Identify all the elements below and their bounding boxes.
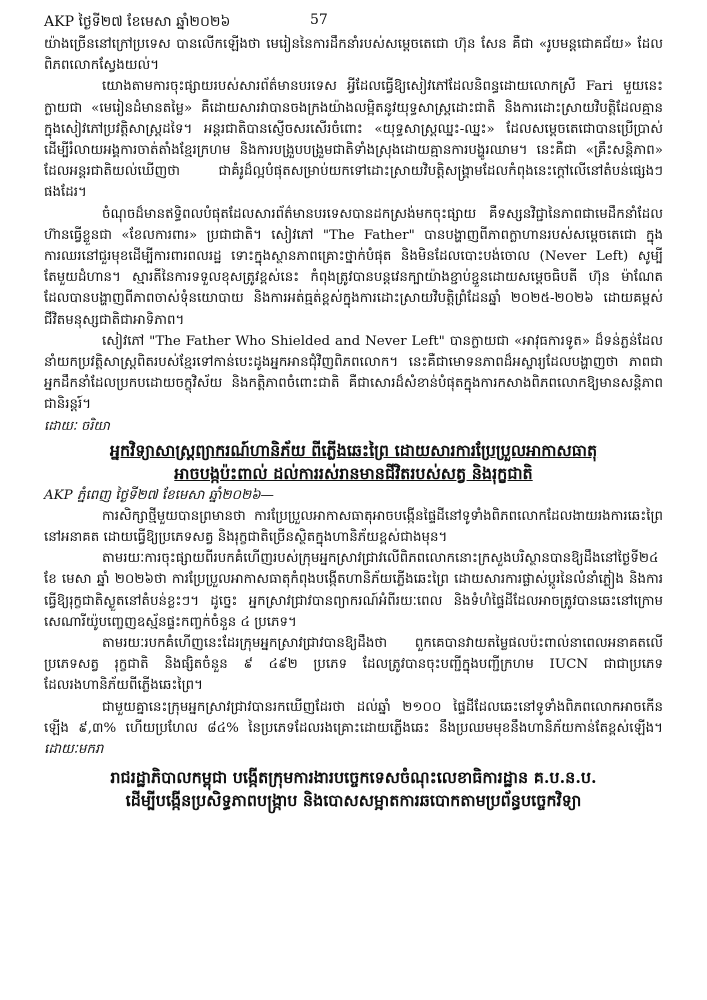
paragraph: យោងតាមការចុះផ្សាយរបស់សារព័ត៌មានបរទេស អ្វីដែលធ្វើឱ្យសៀវភៅដែលនិពន្ធដោយលោកស្រី Fari មួយនេះ ក្លាយជា «មេរៀនដំមានតម្លៃ» គឺដោយសារវាបានចងក្រងយ៉ាងលម្អិតនូវយុទ្ធសាស្ត្រដោះជាតិ និងការដោះស្រាយវិបត្តិដែលគ្មានក្នុងសៀវភៅប្រវត្តិសាស្ត្រដទៃ។ អន្តរជាតិបានស្ញើចសរសើរចំពោះ «យុទ្ធសាស្ត្រឈ្នះ-ឈ្នះ» ដែលសម្ដេចតេជោបានប្រើប្រាស់ដើម្បីរំលាយអង្គការចាត់តាំងខ្មែរក្រហម និងការបង្រួបបង្រួមជាតិទាំងស្រុងដោយគ្មានការបង្ហូរឈាម។ នេះគឺជា «គ្រឹះសន្តិភាព» ដែលអន្តរជាតិយល់ឃើញថា ជាគំរូដ៏ល្អបំផុតសម្រាប់យកទៅដោះស្រាយវិបត្តិសង្គ្រាមដែលកំពុងនេះក្ដៅលើនៅតំបន់ផ្សេងៗផងដែរ។	[44, 79, 663, 201]
paragraph: យ៉ាងច្រើននៅក្រៅប្រទេស បានលើកឡើងថា មេរៀននៃការដឹកនាំរបស់សម្ដេចតេជោ ហ៊ុន សែន គឺជា «រូបមន្តជោគជ័យ» ដែលពិភពលោកស្វែងយល់។	[44, 37, 663, 74]
paragraph: ចំណុចដ៏មានឥទ្ធិពលបំផុតដែលសារព័ត៌មានបរទេសបានដកស្រង់មកចុះផ្សាយ គឺទស្សនវិជ្ជានៃភាពជាមេដឹកនាំដែលហ៊ានធ្វើខ្លួនជា «ខែលការពារ» ប្រជាជាតិ។ សៀវភៅ "The Father" បានបង្ហាញពីភាពក្លាហានរបស់សម្ដេចតេជោ ក្នុងការឈរនៅជួរមុខដើម្បីការពារពលរដ្ឋ ទោះក្នុងស្ថានភាពគ្រោះថ្នាក់បំផុត និងមិនដែលបោះបង់ចោល (Never Left) សូម្បីតែមួយដំហាន។ ស្មារតីនៃការទទួលខុសត្រូវខ្ពស់នេះ កំពុងត្រូវបានបន្តវេនក្បាយ៉ាងខ្ជាប់ខ្ជួនដោយសម្ដេចធិបតី ហ៊ុន ម៉ាណែត ដែលបានបង្ហាញពីភាពចាស់ទុំនយោបាយ និងការអត់ធ្មត់ខ្ពស់ក្នុងការដោះស្រាយវិបត្តិព្រំដែនឆ្នាំ ២០២៥-២០២៦ ដោយគម្ពស់ជីវិតមនុស្សជាតិជាអាទិភាព។	[44, 206, 663, 328]
paragraph	[44, 697, 663, 761]
paragraph: សៀវភៅ "The Father Who Shielded and Never Left" បានក្លាយជា «អាវុធការទូត» ដ៏ទន់ភ្លន់ដែលនាំយកប្រវត្តិសាស្ត្រពិតរបស់ខ្មែរទៅកាន់បេះដូងអ្នកអានជុំវិញពិភពលោក។ នេះគឺជាមោទនភាពដ៏អស្ចារ្យដែលបង្ហាញថា ភាពជាអ្នកដឹកនាំដែលប្រកបដោយចក្ខុវិស័យ និងកត្តិភាពចំពោះជាតិ គឺជាសោរដ៏សំខាន់បំផុតក្នុងការកសាងពិភពលោកឱ្យមានសន្តិភាពជានិរន្តរ៍។	[44, 333, 663, 413]
paragraph: តាមរយៈរបកគំហើញនេះដែរក្រុមអ្នកស្រាវជ្រាវបានឱ្យដឹងថា ពួកគេបានវាយតម្លៃផលប៉ះពាល់នាពេលអនាគតលើប្រភេទសត្វ រុក្ខជាតិ និងផ្សិតចំនួន ៩ ៤៩២ ប្រភេទ ដែលត្រូវបានចុះបញ្ជីក្នុងបញ្ជីក្រហម IUCN ជាជាប្រភេទដែលរងហានិភ័យពីភ្លើងឆេះព្រៃ។	[44, 636, 663, 694]
byline: ដោយៈមករា	[44, 742, 104, 758]
headline-line-2: ដើម្បីបង្កើនប្រសិទ្ធភាពបង្ក្រាប និងបោសសម្អាតការឆបោកតាមប្រព័ន្ធបច្ចេកវិទ្យា	[125, 791, 582, 811]
headline	[44, 766, 663, 812]
paragraph: ការសិក្សាថ្មីមួយបានព្រមានថា ការប្រែប្រួលអាកាសធាតុអាចបង្កើនផ្ទៃដីនៅទូទាំងពិភពលោកដែលងាយរងការឆេះព្រៃនៅអនាគត ដោយធ្វើឱ្យប្រភេទសត្វ និងរុក្ខជាតិច្រើនស្ថិតក្នុងហានិភ័យខ្ពស់ជាងមុន។	[44, 508, 663, 546]
headline	[44, 439, 663, 485]
article-anti-fraud	[44, 766, 663, 812]
headline-line-1: រាជរដ្ឋាភិបាលកម្ពុជា បង្កើតក្រុមការងារបច្ចេកទេសចំណុះលេខាធិការដ្ឋាន គ.ប.ន.ប.	[110, 768, 597, 788]
page-header	[44, 12, 663, 34]
dateline: AKP ភ្នំពេញ ថ្ងៃទី២៧ ខែមេសា ឆ្នាំ២០២៦—	[44, 487, 274, 503]
headline-line-1: អ្នកវិទ្យាសាស្ត្រព្យាករណ៍ហានិភ័យ ពីភ្លើងឆេះព្រៃ ដោយសារការប្រែប្រួលអាកាសធាតុ	[109, 440, 598, 460]
page-number: 57	[310, 12, 328, 28]
byline: ដោយៈ ចរិយា	[44, 418, 110, 434]
article-the-father	[44, 34, 663, 437]
paragraph-text: ជាមួយគ្នានេះក្រុមអ្នកស្រាវជ្រាវបានរកឃើញដែរថា ដល់ឆ្នាំ ២១០០ ផ្ទៃដីដែលឆេះនៅទូទាំងពិភពលោកអាចកើនឡើង ៩,៣% ហើយប្រហែល ៨៤% នៃប្រភេទដែលរងគ្រោះដោយភ្លើងឆេះ នឹងប្រឈមមុខនឹងហានិភ័យកាន់តែខ្ពស់ឡើង។	[44, 699, 663, 736]
headline-line-2: អាចបង្កប៉ះពាល់ ដល់ការរស់រានមានជីវិតរបស់សត្វ និងរុក្ខជាតិ	[174, 463, 533, 483]
article-wildfire	[44, 439, 663, 761]
header-source-date: AKP ថ្ងៃទី២៧ ខែមេសា ឆ្នាំ២០២៦	[44, 14, 231, 30]
paragraph: តាមរយៈការចុះផ្សាយពីរបកគំហើញរបស់ក្រុមអ្នកស្រាវជ្រាវលើពិភពលោកនោះក្រសួងបរិស្ថានបានឱ្យដឹងនៅថ្ងៃទី២៤ ខែ មេសា ឆ្នាំ ២០២៦ថា ការប្រែប្រួលអាកាសធាតុកំពុងបង្កើតហានិភ័យភ្លើងឆេះព្រៃ ដោយសារការផ្លាស់ប្ដូរនៃលំនាំភ្លៀង និងការធ្វើឱ្យរុក្ខជាតិស្ងួតនៅតំបន់ខ្លះៗ។ ដូច្នេះ អ្នកស្រាវជ្រាវបានព្យាករណ៍អំពីរយៈពេល និងទំហំផ្ទៃដីដែលអាចត្រូវបានឆេះនៅក្រោមសេណារីយ៉ូបញ្ចេញឧស្ម័នផ្ទះកញ្ចក់ចំនួន ៤ ប្រភេទ។	[44, 551, 663, 630]
